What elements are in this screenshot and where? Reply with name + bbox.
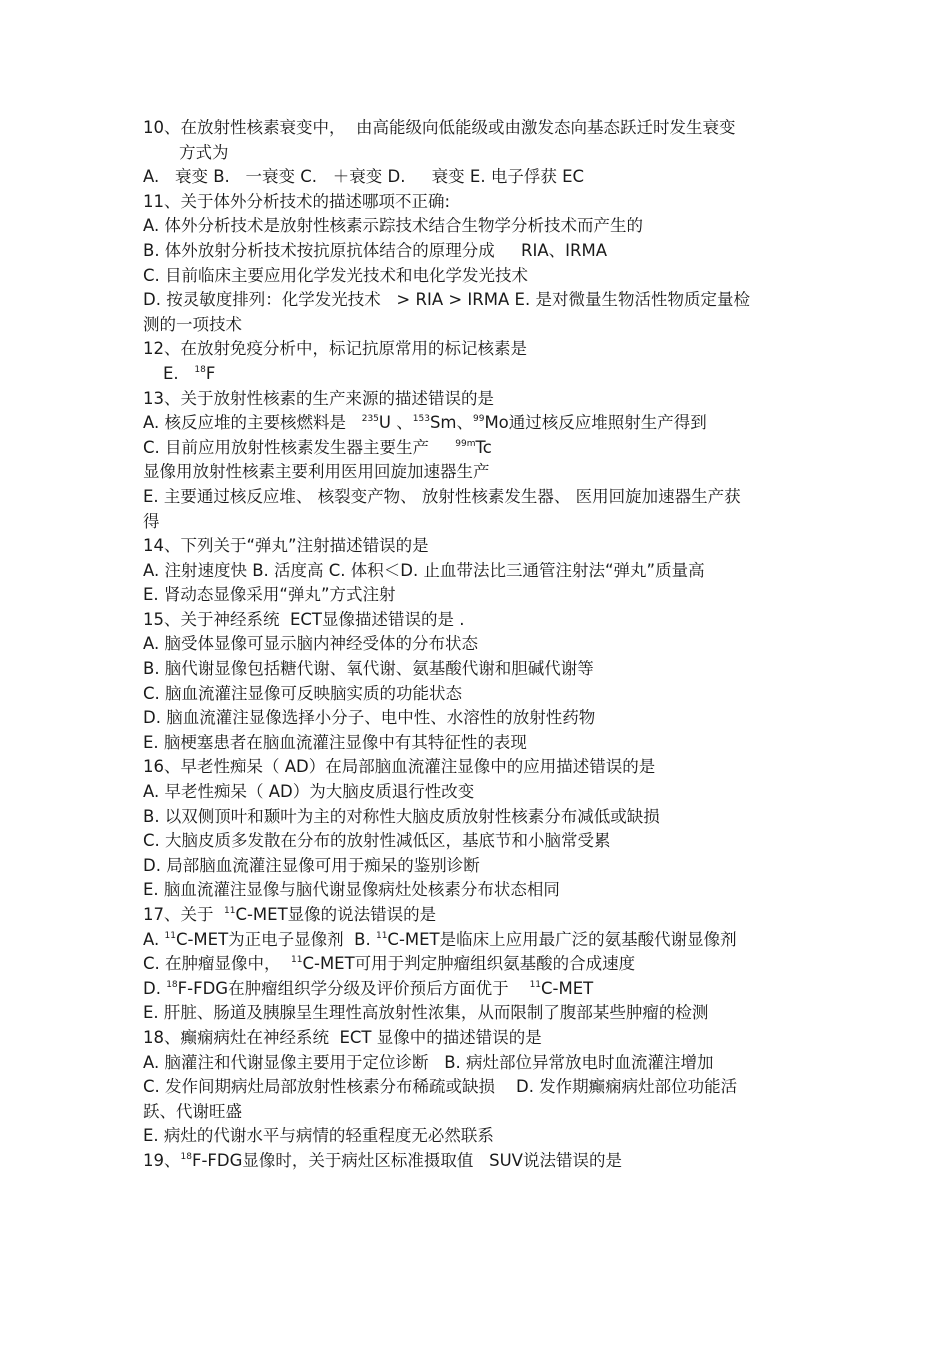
text-line	[143, 682, 803, 707]
isotope-mass-number: 11	[224, 906, 236, 916]
text-line	[143, 264, 803, 289]
text-line	[143, 1100, 803, 1125]
text-line	[143, 239, 803, 264]
line-text: 10、在放射性核素衰变中， 由高能级向低能级或由激发态向基态跃迁时发生衰变	[143, 118, 736, 137]
document-body	[143, 116, 803, 1174]
line-text: A. 核反应堆的主要核燃料是	[143, 413, 362, 433]
line-text: E. 肝脏、肠道及胰腺呈生理性高放射性浓集，从而限制了腹部某些肿瘤的检测	[143, 1003, 709, 1023]
isotope-mass-number: 11	[291, 955, 303, 966]
line-text: C. 脑血流灌注显像可反映脑实质的功能状态	[143, 683, 463, 703]
text-line	[143, 928, 803, 953]
isotope-mass-number: 11	[529, 979, 542, 990]
line-text: 测的一项技术	[143, 314, 242, 334]
line-text: E. 脑血流灌注显像与脑代谢显像病灶处核素分布状态相同	[143, 880, 560, 900]
line-text: 17、关于	[143, 905, 224, 924]
text-line	[143, 165, 803, 190]
line-text: Sm、	[429, 413, 473, 433]
text-line	[143, 460, 803, 485]
line-text: 14、下列关于“弹丸”注射描述错误的是	[143, 536, 429, 556]
line-text: E. 病灶的代谢水平与病情的轻重程度无必然联系	[143, 1126, 494, 1146]
isotope-mass-number: 99m	[455, 438, 476, 449]
line-text: 13、关于放射性核素的生产来源的描述错误的是	[143, 388, 494, 408]
line-text: C-MET为正电子显像剂 B.	[175, 929, 376, 949]
line-text: C-MET显像的说法错误的是	[235, 905, 437, 924]
text-line	[143, 214, 803, 239]
text-line	[143, 337, 803, 362]
text-line	[143, 485, 803, 510]
text-line	[143, 1051, 803, 1076]
line-text: 12、在放射免疫分析中，标记抗原常用的标记核素是	[143, 339, 527, 359]
line-text: 19、	[143, 1150, 181, 1170]
line-text: F-FDG在肿瘤组织学分级及评价预后方面优于	[177, 978, 530, 998]
question-list	[143, 116, 803, 1174]
line-text: D. 按灵敏度排列：化学发光技术 > RIA > IRMA E. 是对微量生物活性物质定量检	[143, 290, 750, 310]
isotope-mass-number: 99	[472, 414, 485, 425]
line-text: A. 注射速度快 B. 活度高 C. 体积＜D. 止血带法比三通管注射法“弹丸”质量高	[143, 560, 705, 580]
isotope-mass-number: 18	[180, 1151, 192, 1162]
text-line	[143, 362, 803, 387]
text-line	[143, 1075, 803, 1100]
text-line	[143, 1149, 803, 1174]
text-line	[143, 559, 803, 584]
line-text: C-MET是临床上应用最广泛的氨基酸代谢显像剂	[387, 929, 737, 949]
line-text: F-FDG显像时，关于病灶区标准摄取值 SUV说法错误的是	[191, 1150, 622, 1170]
text-line	[143, 583, 803, 608]
text-line	[143, 780, 803, 805]
isotope-mass-number: 11	[375, 930, 388, 941]
line-text: E.	[163, 363, 195, 383]
text-line	[143, 878, 803, 903]
text-line	[143, 313, 803, 338]
text-line	[143, 755, 803, 780]
line-text: B. 以双侧顶叶和颞叶为主的对称性大脑皮质放射性核素分布减低或缺损	[143, 806, 660, 826]
text-line	[143, 706, 803, 731]
isotope-mass-number: 235	[361, 414, 379, 425]
text-line	[143, 829, 803, 854]
line-text: 方式为	[179, 142, 229, 162]
text-line	[143, 657, 803, 682]
text-line	[143, 632, 803, 657]
line-text: A. 衰变 B. 一衰变 C. ＋衰变 D. 衰变 E. 电子俘获 EC	[143, 167, 585, 187]
line-text: 显像用放射性核素主要利用医用回旋加速器生产	[143, 462, 490, 482]
isotope-mass-number: 18	[194, 364, 206, 375]
text-line	[143, 608, 803, 633]
line-text: B. 脑代谢显像包括糖代谢、氧代谢、氨基酸代谢和胆碱代谢等	[143, 659, 594, 679]
line-text: E. 肾动态显像采用“弹丸”方式注射	[143, 585, 396, 605]
line-text: C-MET	[541, 978, 594, 998]
line-text: 跃、代谢旺盛	[143, 1101, 242, 1121]
line-text: Mo通过核反应堆照射生产得到	[484, 413, 707, 433]
line-text: C. 目前应用放射性核素发生器主要生产	[143, 437, 456, 457]
text-line	[143, 411, 803, 436]
isotope-mass-number: 11	[164, 930, 176, 941]
line-text: C. 大脑皮质多发散在分布的放射性减低区，基底节和小脑常受累	[143, 831, 611, 851]
line-text: D. 脑血流灌注显像选择小分子、电中性、水溶性的放射性药物	[143, 708, 596, 728]
text-line	[143, 903, 803, 928]
line-text: Tc	[475, 437, 492, 457]
line-text: D.	[143, 978, 167, 998]
text-line	[143, 510, 803, 535]
line-text: 15、关于神经系统 ECT显像描述错误的是 .	[143, 609, 465, 629]
line-text: A. 早老性痴呆（ AD）为大脑皮质退行性改变	[143, 782, 475, 802]
text-line	[143, 387, 803, 412]
text-line	[143, 288, 803, 313]
line-text: A.	[143, 929, 165, 949]
text-line	[143, 1026, 803, 1051]
line-text: F	[205, 363, 216, 383]
line-text: 得	[143, 511, 160, 531]
text-line	[143, 141, 803, 166]
text-line	[143, 977, 803, 1002]
text-line	[143, 1001, 803, 1026]
line-text: E. 主要通过核反应堆、 核裂变产物、 放射性核素发生器、 医用回旋加速器生产获	[143, 486, 741, 506]
line-text: C. 发作间期病灶局部放射性核素分布稀疏或缺损 D. 发作期癫痫病灶部位功能活	[143, 1077, 738, 1097]
line-text: E. 脑梗塞患者在脑血流灌注显像中有其特征性的表现	[143, 732, 527, 752]
text-line	[143, 190, 803, 215]
line-text: 11、关于体外分析技术的描述哪项不正确:	[143, 191, 451, 211]
text-line	[143, 436, 803, 461]
line-text: D. 局部脑血流灌注显像可用于痴呆的鉴别诊断	[143, 855, 480, 875]
text-line	[143, 534, 803, 559]
isotope-mass-number: 18	[166, 979, 178, 990]
text-line	[143, 116, 803, 141]
text-line	[143, 731, 803, 756]
line-text: C. 目前临床主要应用化学发光技术和电化学发光技术	[143, 265, 529, 285]
isotope-mass-number: 153	[412, 414, 430, 425]
line-text: C-MET可用于判定肿瘤组织氨基酸的合成速度	[302, 954, 636, 974]
text-line	[143, 1124, 803, 1149]
text-line	[143, 854, 803, 879]
line-text: A. 脑受体显像可显示脑内神经受体的分布状态	[143, 634, 478, 654]
line-text: 18、癫痫病灶在神经系统 ECT 显像中的描述错误的是	[143, 1027, 542, 1047]
line-text: A. 体外分析技术是放射性核素示踪技术结合生物学分析技术而产生的	[143, 216, 643, 236]
line-text: B. 体外放射分析技术按抗原抗体结合的原理分成 RIA、IRMA	[143, 240, 608, 260]
line-text: U 、	[378, 413, 413, 433]
line-text: A. 脑灌注和代谢显像主要用于定位诊断 B. 病灶部位异常放电时血流灌注增加	[143, 1052, 714, 1072]
line-text: C. 在肿瘤显像中，	[143, 954, 292, 974]
text-line	[143, 805, 803, 830]
line-text: 16、早老性痴呆（ AD）在局部脑血流灌注显像中的应用描述错误的是	[143, 757, 656, 777]
text-line	[143, 952, 803, 977]
